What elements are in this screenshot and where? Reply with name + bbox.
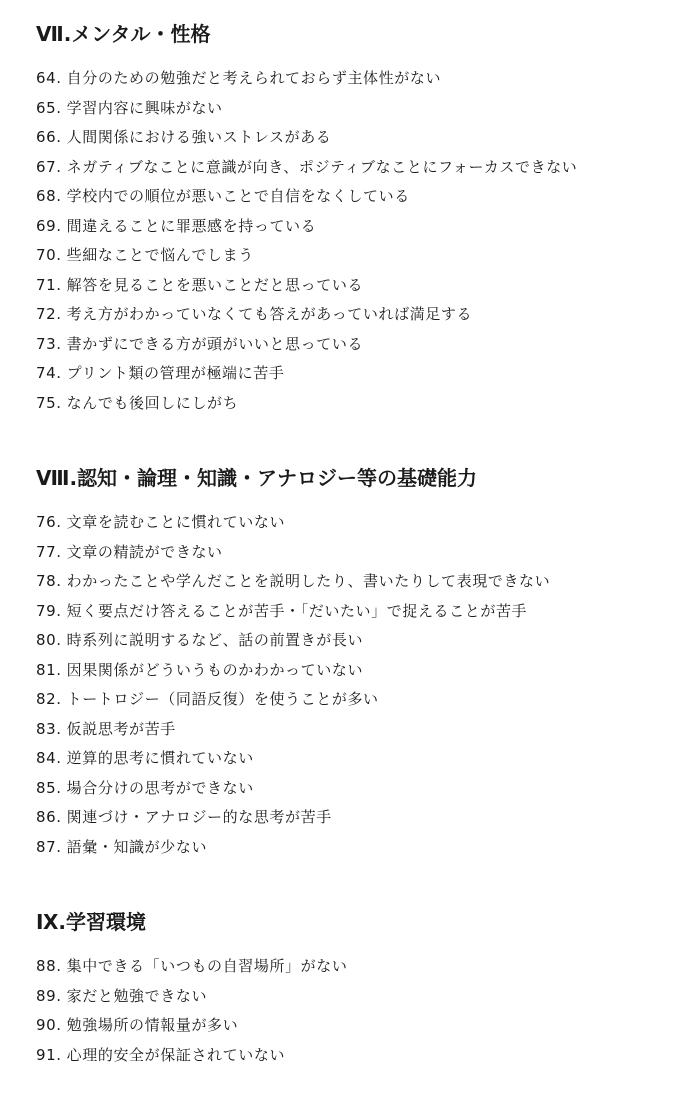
- list-item: [36, 538, 550, 568]
- list-item: [36, 656, 550, 686]
- item-number: 79.: [36, 601, 62, 620]
- item-text: 語彙・知識が少ない: [66, 837, 208, 856]
- item-number: 71.: [36, 275, 62, 294]
- list-item: [36, 952, 347, 982]
- item-text: 因果関係がどういうものかわかっていない: [66, 660, 364, 679]
- item-number: 65.: [36, 98, 62, 117]
- list-item: [36, 330, 577, 360]
- item-text: プリント類の管理が極端に苦手: [66, 364, 285, 382]
- list-item: [36, 389, 577, 419]
- item-number: 78.: [36, 572, 62, 590]
- item-text: 間違えることに罪悪感を持っている: [66, 216, 317, 235]
- item-number: 81.: [36, 660, 62, 679]
- section-mental-personality: [36, 22, 676, 412]
- item-number: 69.: [36, 216, 62, 235]
- item-number: 91.: [36, 1045, 62, 1064]
- list-item: [36, 94, 577, 124]
- item-text: トートロジー（同語反復）を使うことが多い: [66, 690, 379, 708]
- item-text: 書かずにできる方が頭がいいと思っている: [66, 334, 364, 353]
- item-text: 学習内容に興味がない: [66, 98, 223, 117]
- item-list: [36, 64, 577, 418]
- list-item: [36, 153, 577, 183]
- item-text: 心理的安全が保証されていない: [66, 1045, 286, 1064]
- list-item: [36, 182, 577, 212]
- item-text: 集中できる「いつもの自習場所」がない: [66, 957, 348, 975]
- item-number: 73.: [36, 334, 62, 353]
- item-number: 75.: [36, 393, 62, 412]
- list-item: [36, 241, 577, 271]
- list-item: [36, 271, 577, 301]
- list-item: [36, 64, 577, 94]
- list-item: [36, 1041, 347, 1071]
- section-heading: Ⅸ.学習環境: [36, 910, 147, 934]
- item-number: 67.: [36, 157, 62, 176]
- section-cognitive-abilities: [36, 466, 676, 856]
- item-number: 88.: [36, 957, 62, 975]
- list-item: [36, 803, 550, 833]
- item-number: 89.: [36, 986, 62, 1005]
- item-text: 学校内での順位が悪いことで自信をなくしている: [66, 187, 410, 205]
- section-learning-environment: [36, 910, 676, 1064]
- list-item: [36, 212, 577, 242]
- item-text: 時系列に説明するなど、話の前置きが長い: [66, 631, 364, 649]
- item-text: 文章を読むことに慣れていない: [66, 513, 286, 531]
- item-number: 68.: [36, 187, 62, 205]
- list-item: [36, 508, 550, 538]
- item-number: 72.: [36, 305, 62, 323]
- item-text: 文章の精読ができない: [66, 542, 223, 561]
- item-list: [36, 952, 347, 1070]
- item-text: 仮説思考が苦手: [66, 719, 176, 738]
- list-item: [36, 567, 550, 597]
- item-number: 77.: [36, 542, 62, 561]
- item-number: 86.: [36, 808, 62, 826]
- list-item: [36, 744, 550, 774]
- list-item: [36, 982, 347, 1012]
- section-heading: Ⅷ.認知・論理・知識・アナロジー等の基礎能力: [36, 466, 478, 490]
- item-text: 家だと勉強できない: [66, 986, 208, 1005]
- list-item: [36, 359, 577, 389]
- list-item: [36, 833, 550, 863]
- item-text: なんでも後回しにしがち: [66, 393, 239, 412]
- item-number: 87.: [36, 837, 62, 856]
- item-number: 82.: [36, 690, 62, 708]
- item-number: 70.: [36, 246, 62, 264]
- list-item: [36, 685, 550, 715]
- item-number: 83.: [36, 719, 62, 738]
- item-text: 関連づけ・アナロジー的な思考が苦手: [66, 808, 332, 826]
- item-text: 勉強場所の情報量が多い: [66, 1016, 239, 1034]
- list-item: [36, 597, 550, 627]
- section-heading: Ⅶ.メンタル・性格: [36, 22, 211, 46]
- item-text: わかったことや学んだことを説明したり、書いたりして表現できない: [66, 572, 551, 590]
- item-text: ネガティブなことに意識が向き、ポジティブなことにフォーカスできない: [66, 157, 578, 176]
- item-text: 些細なことで悩んでしまう: [66, 246, 254, 264]
- item-number: 64.: [36, 69, 62, 87]
- list-item: [36, 774, 550, 804]
- item-text: 考え方がわかっていなくても答えがあっていれば満足する: [66, 305, 473, 323]
- item-number: 84.: [36, 749, 62, 767]
- item-text: 人間関係における強いストレスがある: [66, 128, 332, 146]
- item-number: 76.: [36, 513, 62, 531]
- item-number: 66.: [36, 128, 62, 146]
- list-item: [36, 300, 577, 330]
- item-number: 85.: [36, 778, 62, 797]
- item-text: 解答を見ることを悪いことだと思っている: [66, 275, 364, 294]
- item-number: 74.: [36, 364, 62, 382]
- item-text: 場合分けの思考ができない: [66, 778, 254, 797]
- item-list: [36, 508, 550, 862]
- list-item: [36, 626, 550, 656]
- list-item: [36, 123, 577, 153]
- item-text: 自分のための勉強だと考えられておらず主体性がない: [66, 69, 442, 87]
- item-text: 逆算的思考に慣れていない: [66, 749, 254, 767]
- list-item: [36, 1011, 347, 1041]
- item-number: 90.: [36, 1016, 62, 1034]
- item-number: 80.: [36, 631, 62, 649]
- item-text: 短く要点だけ答えることが苦手・「だいたい」で捉えることが苦手: [66, 601, 528, 620]
- list-item: [36, 715, 550, 745]
